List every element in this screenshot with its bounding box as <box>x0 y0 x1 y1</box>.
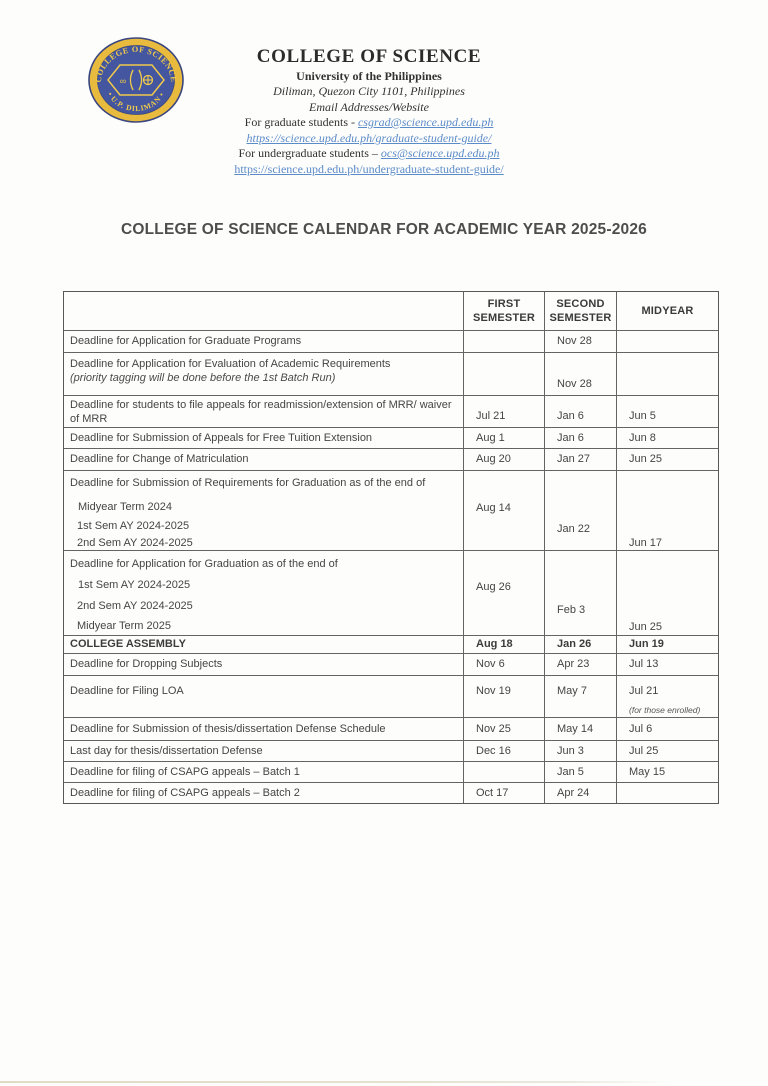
row-label: Deadline for Application for Evaluation of Academic Requirements <box>70 358 391 370</box>
calendar-table <box>63 291 719 804</box>
grad-guide-line <box>0 131 738 147</box>
cell-first <box>463 551 544 635</box>
row-label: Deadline for Filing LOA <box>70 685 184 697</box>
cell-midyear: Jul 13 <box>616 654 718 675</box>
cell-first <box>463 471 544 550</box>
row-subline: 1st Sem AY 2024-2025 <box>78 579 191 591</box>
table-row <box>64 353 718 396</box>
cell-second: Nov 28 <box>544 353 616 395</box>
cell-first <box>463 676 544 717</box>
row-label-group <box>64 353 463 395</box>
date-value: Jul 21 <box>629 685 659 697</box>
cell-second: Jun 3 <box>544 741 616 761</box>
cell-first: Nov 6 <box>463 654 544 675</box>
row-subline: 2nd Sem AY 2024-2025 <box>77 537 193 549</box>
cell-midyear: Jul 6 <box>616 718 718 740</box>
grad-guide-link[interactable]: https://science.upd.edu.ph/graduate-student-guide/ <box>246 130 492 145</box>
header-cell-blank <box>64 292 463 330</box>
date-value: Jun 17 <box>629 537 663 549</box>
cell-first: Aug 20 <box>463 449 544 470</box>
cell-first <box>463 353 544 395</box>
cell-first: Aug 1 <box>463 428 544 448</box>
cell-first: Dec 16 <box>463 741 544 761</box>
date-value: Nov 19 <box>476 685 511 697</box>
date-value: May 7 <box>557 685 587 697</box>
row-note: (priority tagging will be done before the 1st Batch Run) <box>70 372 336 384</box>
scan-page-edge <box>0 1081 672 1083</box>
cell-second: Jan 6 <box>544 428 616 448</box>
cell-midyear: Jul 25 <box>616 741 718 761</box>
seal-infinity-glyph: ∞ <box>119 76 127 86</box>
row-subline: Midyear Term 2024 <box>78 501 172 513</box>
grad-label: For graduate students - <box>244 115 358 129</box>
row-label: Deadline for filing of CSAPG appeals – Batch 2 <box>70 786 300 799</box>
cell-first <box>463 331 544 352</box>
table-row <box>64 551 718 636</box>
table-row <box>64 654 718 676</box>
table-row <box>64 741 718 762</box>
cell-second: Apr 24 <box>544 783 616 803</box>
row-label-group <box>64 676 463 717</box>
org-name: COLLEGE OF SCIENCE <box>256 46 482 67</box>
letterhead-text <box>0 46 738 177</box>
row-subline: Midyear Term 2025 <box>77 620 171 632</box>
cell-midyear <box>616 783 718 803</box>
row-label: Deadline for Dropping Subjects <box>70 658 223 670</box>
cell-first: Aug 18 <box>463 636 544 653</box>
table-row <box>64 718 718 741</box>
table-row <box>64 396 718 428</box>
cell-first: Jul 21 <box>463 396 544 427</box>
row-label: Deadline for Application for Graduate Programs <box>70 335 302 347</box>
cell-midyear <box>616 353 718 395</box>
table-row <box>64 762 718 783</box>
address-line: Diliman, Quezon City 1101, Philippines <box>273 84 465 98</box>
cell-midyear <box>616 551 718 635</box>
cell-second: Jan 6 <box>544 396 616 427</box>
row-label: Deadline for filing of CSAPG appeals – Batch 1 <box>70 765 300 778</box>
date-value: Jan 22 <box>557 523 591 535</box>
cell-second <box>544 676 616 717</box>
row-label: Deadline for Submission of Requirements for Graduation as of the end of <box>70 477 426 489</box>
seal-ring-text-bottom: • U.P. DILIMAN • <box>105 90 167 114</box>
row-label: Deadline for Application for Graduation as of the end of <box>70 558 338 570</box>
cell-midyear: Jun 5 <box>616 396 718 427</box>
row-label: Last day for thesis/dissertation Defense <box>70 744 263 757</box>
date-value: Aug 14 <box>476 502 511 514</box>
university-name: University of the Philippines <box>296 69 442 83</box>
page-title: COLLEGE OF SCIENCE CALENDAR FOR ACADEMIC YEAR 2025-2026 <box>120 221 648 238</box>
date-note: (for those enrolled) <box>629 705 701 715</box>
seal-ring-text-top: COLLEGE OF SCIENCE <box>93 44 179 83</box>
cell-midyear: Jun 19 <box>616 636 718 653</box>
date-value: Aug 26 <box>476 581 511 593</box>
cell-midyear <box>616 676 718 717</box>
row-label: Deadline for Submission of thesis/dissertation Defense Schedule <box>70 722 386 735</box>
grad-email-link[interactable]: csgrad@science.upd.edu.ph <box>357 115 494 129</box>
cell-second: Nov 28 <box>544 331 616 352</box>
row-label: COLLEGE ASSEMBLY <box>70 638 186 650</box>
row-label: Deadline for Change of Matriculation <box>70 453 249 465</box>
table-row <box>64 783 718 803</box>
cell-midyear: Jun 25 <box>616 449 718 470</box>
undergrad-guide-line <box>0 162 738 178</box>
header-cell-midyear: MIDYEAR <box>616 292 718 330</box>
cell-midyear <box>616 471 718 550</box>
row-subline: 1st Sem AY 2024-2025 <box>77 520 190 532</box>
header-cell-first-semester: FIRST SEMESTER <box>463 292 544 330</box>
contact-heading: Email Addresses/Website <box>309 99 429 114</box>
date-value: Jun 25 <box>629 621 663 633</box>
table-row-college-assembly <box>64 636 718 654</box>
date-value: Feb 3 <box>557 604 586 616</box>
cell-second: May 14 <box>544 718 616 740</box>
undergrad-contact-line <box>0 146 738 162</box>
cell-first <box>463 762 544 782</box>
grad-contact-line <box>0 115 738 131</box>
row-subline: 2nd Sem AY 2024-2025 <box>77 600 193 612</box>
cell-midyear: May 15 <box>616 762 718 782</box>
table-row <box>64 471 718 551</box>
row-label-group <box>64 471 463 550</box>
cell-second <box>544 551 616 635</box>
table-row <box>64 428 718 449</box>
undergrad-email-link[interactable]: ocs@science.upd.edu.ph <box>380 146 500 160</box>
cell-midyear <box>616 331 718 352</box>
row-label: Deadline for students to file appeals for readmission/extension of MRR/ waiver of MRR <box>70 399 452 425</box>
undergrad-label: For undergraduate students – <box>238 146 381 160</box>
table-row <box>64 331 718 353</box>
cell-first: Oct 17 <box>463 783 544 803</box>
table-row <box>64 676 718 718</box>
cell-second: Jan 26 <box>544 636 616 653</box>
cell-midyear: Jun 8 <box>616 428 718 448</box>
cell-first: Nov 25 <box>463 718 544 740</box>
row-label: Deadline for Submission of Appeals for Free Tuition Extension <box>70 431 373 444</box>
cell-second <box>544 471 616 550</box>
table-row <box>64 449 718 471</box>
cell-second: Jan 27 <box>544 449 616 470</box>
row-label-group <box>64 551 463 635</box>
cell-second: Jan 5 <box>544 762 616 782</box>
undergrad-guide-link[interactable]: https://science.upd.edu.ph/undergraduate-student-guide/ <box>234 161 504 176</box>
table-header-row <box>64 292 718 331</box>
header-cell-second-semester: SECOND SEMESTER <box>544 292 616 330</box>
cell-second: Apr 23 <box>544 654 616 675</box>
